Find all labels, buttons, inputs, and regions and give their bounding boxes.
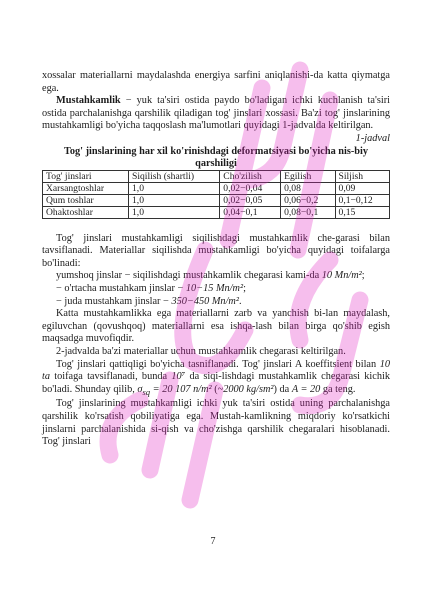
page-number: 7 (210, 536, 216, 547)
table-label: 1-jadval (355, 132, 390, 144)
table-header-row (43, 170, 390, 182)
col-tension: Cho'zilish (220, 170, 281, 182)
table-cell: Qum toshlar (43, 194, 129, 206)
paragraph-strength-indicator: Tog' jinslarining mustahkamligi ichki yuk ta'siri ostida uning parchalanishga qarshilik ko'rsatish qobiliyatiga ega. Mustah-kamlikning miqdoriy ko'rsatkichi jinslarni parchalanishida si-qish va cho'zishga qarshilik chegaralari hisoblanadi. Tog' jinslari (42, 398, 390, 448)
table-cell: Ohaktoshlar (43, 206, 129, 218)
table-cell: 1,0 (129, 182, 220, 194)
value-hard: 350−450 Mn/m² (171, 295, 239, 307)
table-cell: 0,09 (335, 182, 389, 194)
value-soft: 10 Mn/m² (321, 270, 362, 282)
document-page (42, 70, 390, 449)
table-cell: 1,0 (129, 194, 220, 206)
term-strength: Mustahkamlik (56, 95, 121, 107)
list-item-medium: − o'rtacha mustahkam jinslar − 10−15 Mn/m²; (56, 282, 246, 294)
paragraph-table2-ref: 2-jadvalda ba'zi materiallar uchun mustahkamlik chegarasi keltirilgan. (56, 345, 346, 357)
col-bending: Egilish (281, 170, 335, 182)
value-medium: 10−15 Mn/m² (185, 282, 244, 294)
table-cell: 0,08 (281, 182, 335, 194)
paragraph-intro: xossalar materiallarni maydalashda energiya sarfini aniqlanishi-da katta qiymatga ega. (42, 70, 390, 94)
table-cell: 0,15 (335, 206, 389, 218)
table-cell: 1,0 (129, 206, 220, 218)
table-cell: Xarsangtoshlar (43, 182, 129, 194)
table-row (43, 206, 390, 218)
table-row (43, 194, 390, 206)
table-cell: 0,02−0,04 (220, 182, 281, 194)
col-rock: Tog' jinslari (43, 170, 129, 182)
definition-text: − yuk ta'siri ostida paydo bo'ladigan ichki kuchlanish ta'siri ostida parchalanishga qarshilik qiladigan tog' jinslari xossasi. Ba'zi tog' jinslarining mustahkamligi bo'yicha taqqoslash ma'lumotlari quyidagi 1-jadvalda keltirilgan. (42, 95, 390, 132)
paragraph-hardness: Tog' jinslari qattiqligi bo'yicha tasniflanadi. Tog' jinslari A koeffitsient bilan 10 ta toifaga tavsiflanadi, bunda 10⁷ da siqi-lishdagi mustahkamlik chegarasi kichik bo'ladi. Shunday qilib, $\sigma_{sq} = 20$ 107 n/m² (~2000 kg/sm²) da A = 20 ga teng. (42, 358, 390, 397)
paragraph-definition (42, 95, 390, 133)
list-item-soft: yumshoq jinslar − siqilishdagi mustahkamlik chegarasi kami-da 10 Mn/m²; (56, 270, 365, 282)
col-compression: Siqilish (shartli) (129, 170, 220, 182)
paragraph-categories-intro: Tog' jinslari mustahkamligi siqilishdagi mustahkamlik che-garasi bilan tavsiflanadi. Materiallar siqilishda mustahkamligi bo'yicha quyidagi toifalarga bo'linadi: (42, 232, 390, 269)
list-item-hard: − juda mustahkam jinslar − 350−450 Mn/m². (56, 295, 242, 307)
col-shear: Siljish (335, 170, 389, 182)
table-cell: 0,04−0,1 (220, 206, 281, 218)
table-cell: 0,06−0,2 (281, 194, 335, 206)
table-cell: 0,1−0,12 (335, 194, 389, 206)
table-cell: 0,02−0,05 (220, 194, 281, 206)
paragraph-crushing: Katta mustahkamlikka ega materiallarni zarb va yanchish bi-lan maydalash, egiluvchan (qovushqoq) materiallarni esa ishqa-lash bilan birga qo'shib egish maqsadga muvofiqdir. (42, 308, 390, 345)
strength-table (42, 170, 390, 219)
table-row (43, 182, 390, 194)
table-cell: 0,08−0,1 (281, 206, 335, 218)
table-title: Tog' jinslarining har xil ko'rinishdagi deformatsiyasi bo'yicha nis-biy qarshiligi (63, 145, 369, 169)
